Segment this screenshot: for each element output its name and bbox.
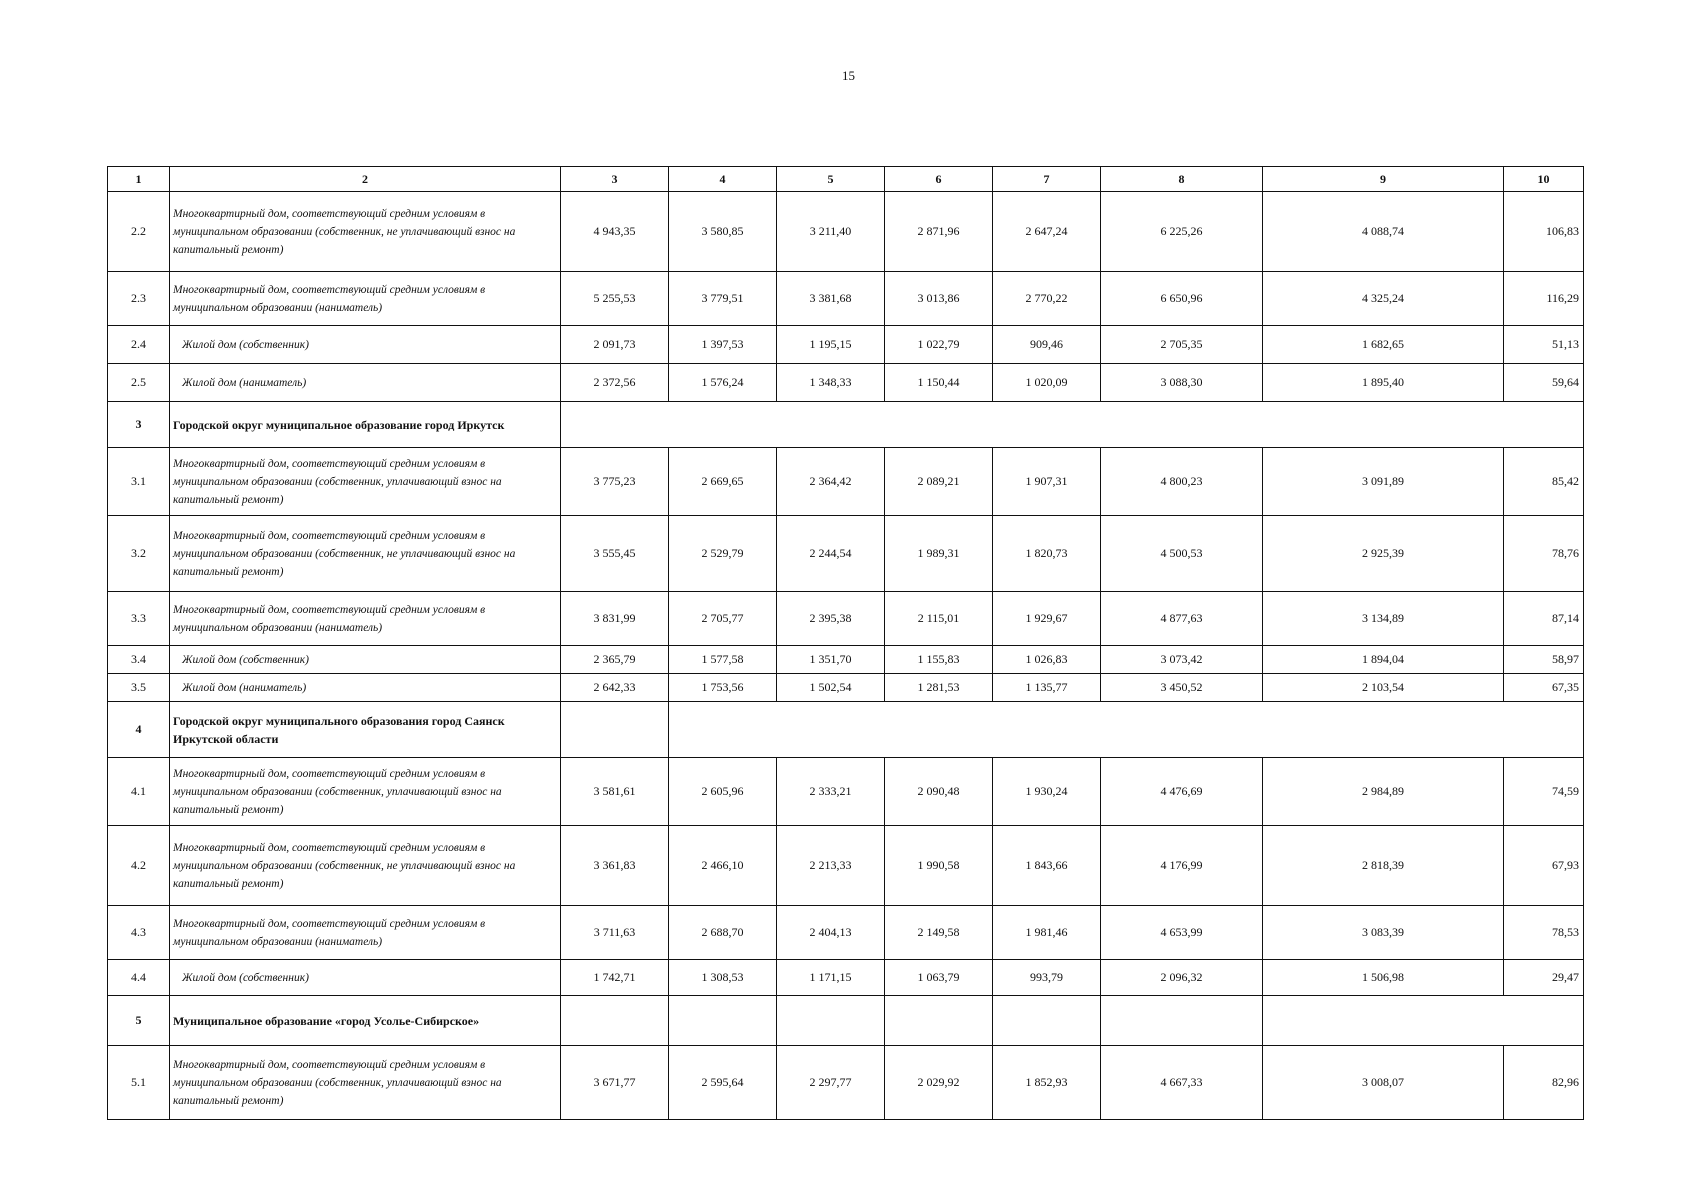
value-cell: 1 852,93 [993, 1046, 1101, 1120]
value-cell: 3 073,42 [1101, 646, 1263, 674]
housing-type-name: Жилой дом (наниматель) [170, 674, 561, 702]
row-number: 2.3 [108, 272, 170, 326]
section-row [108, 402, 1584, 448]
value-cell: 1 281,53 [885, 674, 993, 702]
row-number: 3.4 [108, 646, 170, 674]
value-cell: 993,79 [993, 960, 1101, 996]
section-number: 3 [108, 402, 170, 448]
value-cell: 2 244,54 [777, 516, 885, 592]
empty-cell [669, 702, 1584, 758]
value-cell: 2 091,73 [561, 326, 669, 364]
housing-type-name: Многоквартирный дом, соответствующий средним условиям в муниципальном образовании (собственник, не уплачивающий взнос на капитальный ремонт) [170, 192, 561, 272]
column-header: 9 [1263, 167, 1504, 192]
row-number: 3.5 [108, 674, 170, 702]
value-cell: 3 711,63 [561, 906, 669, 960]
value-cell: 4 667,33 [1101, 1046, 1263, 1120]
tariff-table-wrapper [107, 166, 1583, 1120]
value-cell: 1 981,46 [993, 906, 1101, 960]
value-cell: 1 576,24 [669, 364, 777, 402]
row-number: 3.3 [108, 592, 170, 646]
value-cell: 2 642,33 [561, 674, 669, 702]
column-header: 5 [777, 167, 885, 192]
value-cell: 1 155,83 [885, 646, 993, 674]
value-cell: 1 577,58 [669, 646, 777, 674]
value-cell: 4 500,53 [1101, 516, 1263, 592]
value-cell: 1 895,40 [1263, 364, 1504, 402]
value-cell: 1 348,33 [777, 364, 885, 402]
column-header: 3 [561, 167, 669, 192]
value-cell: 2 669,65 [669, 448, 777, 516]
row-number: 4.4 [108, 960, 170, 996]
value-cell: 1 026,83 [993, 646, 1101, 674]
value-cell: 4 088,74 [1263, 192, 1504, 272]
row-number: 5.1 [108, 1046, 170, 1120]
value-cell: 78,53 [1504, 906, 1584, 960]
value-cell: 1 020,09 [993, 364, 1101, 402]
table-row [108, 646, 1584, 674]
value-cell: 1 929,67 [993, 592, 1101, 646]
value-cell: 4 943,35 [561, 192, 669, 272]
value-cell: 2 705,77 [669, 592, 777, 646]
value-cell: 106,83 [1504, 192, 1584, 272]
value-cell: 3 134,89 [1263, 592, 1504, 646]
housing-type-name: Жилой дом (наниматель) [170, 364, 561, 402]
value-cell: 3 581,61 [561, 758, 669, 826]
value-cell: 3 008,07 [1263, 1046, 1504, 1120]
row-number: 2.5 [108, 364, 170, 402]
value-cell: 4 176,99 [1101, 826, 1263, 906]
value-cell: 3 381,68 [777, 272, 885, 326]
value-cell: 1 506,98 [1263, 960, 1504, 996]
table-row [108, 592, 1584, 646]
empty-cell [561, 402, 1584, 448]
empty-cell [885, 996, 993, 1046]
value-cell: 67,35 [1504, 674, 1584, 702]
table-row [108, 826, 1584, 906]
column-header: 6 [885, 167, 993, 192]
table-row [108, 906, 1584, 960]
value-cell: 1 682,65 [1263, 326, 1504, 364]
housing-type-name: Многоквартирный дом, соответствующий средним условиям в муниципальном образовании (собственник, не уплачивающий взнос на капитальный ремонт) [170, 826, 561, 906]
housing-type-name: Многоквартирный дом, соответствующий средним условиям в муниципальном образовании (наниматель) [170, 906, 561, 960]
value-cell: 2 404,13 [777, 906, 885, 960]
value-cell: 2 089,21 [885, 448, 993, 516]
section-title: Муниципальное образование «город Усолье-Сибирское» [170, 996, 561, 1046]
value-cell: 4 653,99 [1101, 906, 1263, 960]
value-cell: 2 365,79 [561, 646, 669, 674]
empty-cell [561, 702, 669, 758]
value-cell: 3 555,45 [561, 516, 669, 592]
housing-type-name: Многоквартирный дом, соответствующий средним условиям в муниципальном образовании (собственник, уплачивающий взнос на капитальный ремонт) [170, 758, 561, 826]
value-cell: 2 372,56 [561, 364, 669, 402]
value-cell: 1 742,71 [561, 960, 669, 996]
value-cell: 3 083,39 [1263, 906, 1504, 960]
table-row [108, 364, 1584, 402]
value-cell: 82,96 [1504, 1046, 1584, 1120]
value-cell: 29,47 [1504, 960, 1584, 996]
table-row [108, 1046, 1584, 1120]
empty-cell [777, 996, 885, 1046]
header-row [108, 167, 1584, 192]
column-header: 8 [1101, 167, 1263, 192]
value-cell: 2 096,32 [1101, 960, 1263, 996]
table-row [108, 960, 1584, 996]
column-header: 10 [1504, 167, 1584, 192]
value-cell: 1 820,73 [993, 516, 1101, 592]
section-row [108, 996, 1584, 1046]
value-cell: 2 818,39 [1263, 826, 1504, 906]
value-cell: 2 529,79 [669, 516, 777, 592]
table-row [108, 516, 1584, 592]
value-cell: 3 779,51 [669, 272, 777, 326]
value-cell: 1 150,44 [885, 364, 993, 402]
value-cell: 1 930,24 [993, 758, 1101, 826]
value-cell: 67,93 [1504, 826, 1584, 906]
row-number: 3.1 [108, 448, 170, 516]
value-cell: 2 647,24 [993, 192, 1101, 272]
value-cell: 2 090,48 [885, 758, 993, 826]
tariff-table [107, 166, 1584, 1120]
row-number: 4.2 [108, 826, 170, 906]
value-cell: 2 029,92 [885, 1046, 993, 1120]
housing-type-name: Жилой дом (собственник) [170, 960, 561, 996]
value-cell: 2 595,64 [669, 1046, 777, 1120]
value-cell: 3 013,86 [885, 272, 993, 326]
value-cell: 116,29 [1504, 272, 1584, 326]
section-title: Городской округ муниципальное образование город Иркутск [170, 402, 561, 448]
value-cell: 1 894,04 [1263, 646, 1504, 674]
value-cell: 3 831,99 [561, 592, 669, 646]
table-row [108, 448, 1584, 516]
value-cell: 59,64 [1504, 364, 1584, 402]
row-number: 2.2 [108, 192, 170, 272]
housing-type-name: Жилой дом (собственник) [170, 326, 561, 364]
section-number: 4 [108, 702, 170, 758]
value-cell: 74,59 [1504, 758, 1584, 826]
row-number: 4.1 [108, 758, 170, 826]
value-cell: 2 605,96 [669, 758, 777, 826]
value-cell: 4 877,63 [1101, 592, 1263, 646]
value-cell: 78,76 [1504, 516, 1584, 592]
column-header: 4 [669, 167, 777, 192]
value-cell: 3 671,77 [561, 1046, 669, 1120]
empty-cell [1101, 996, 1263, 1046]
table-row [108, 272, 1584, 326]
page-number: 15 [842, 68, 855, 83]
value-cell: 3 091,89 [1263, 448, 1504, 516]
value-cell: 1 308,53 [669, 960, 777, 996]
value-cell: 51,13 [1504, 326, 1584, 364]
housing-type-name: Многоквартирный дом, соответствующий средним условиям в муниципальном образовании (наниматель) [170, 272, 561, 326]
empty-cell [993, 996, 1101, 1046]
value-cell: 1 135,77 [993, 674, 1101, 702]
value-cell: 2 364,42 [777, 448, 885, 516]
value-cell: 1 502,54 [777, 674, 885, 702]
section-row [108, 702, 1584, 758]
value-cell: 1 063,79 [885, 960, 993, 996]
value-cell: 1 989,31 [885, 516, 993, 592]
value-cell: 1 195,15 [777, 326, 885, 364]
value-cell: 5 255,53 [561, 272, 669, 326]
empty-cell [669, 996, 777, 1046]
value-cell: 3 088,30 [1101, 364, 1263, 402]
value-cell: 3 450,52 [1101, 674, 1263, 702]
section-number: 5 [108, 996, 170, 1046]
value-cell: 6 650,96 [1101, 272, 1263, 326]
value-cell: 2 395,38 [777, 592, 885, 646]
row-number: 2.4 [108, 326, 170, 364]
value-cell: 2 115,01 [885, 592, 993, 646]
value-cell: 909,46 [993, 326, 1101, 364]
table-row [108, 674, 1584, 702]
column-header: 7 [993, 167, 1101, 192]
housing-type-name: Жилой дом (собственник) [170, 646, 561, 674]
row-number: 3.2 [108, 516, 170, 592]
value-cell: 2 871,96 [885, 192, 993, 272]
column-header: 2 [170, 167, 561, 192]
value-cell: 1 171,15 [777, 960, 885, 996]
value-cell: 3 211,40 [777, 192, 885, 272]
value-cell: 4 800,23 [1101, 448, 1263, 516]
value-cell: 6 225,26 [1101, 192, 1263, 272]
value-cell: 85,42 [1504, 448, 1584, 516]
housing-type-name: Многоквартирный дом, соответствующий средним условиям в муниципальном образовании (наниматель) [170, 592, 561, 646]
value-cell: 87,14 [1504, 592, 1584, 646]
table-row [108, 758, 1584, 826]
value-cell: 1 907,31 [993, 448, 1101, 516]
value-cell: 2 770,22 [993, 272, 1101, 326]
value-cell: 3 361,83 [561, 826, 669, 906]
value-cell: 3 775,23 [561, 448, 669, 516]
value-cell: 2 466,10 [669, 826, 777, 906]
value-cell: 2 333,21 [777, 758, 885, 826]
value-cell: 2 705,35 [1101, 326, 1263, 364]
housing-type-name: Многоквартирный дом, соответствующий средним условиям в муниципальном образовании (собственник, не уплачивающий взнос на капитальный ремонт) [170, 516, 561, 592]
column-header: 1 [108, 167, 170, 192]
value-cell: 4 476,69 [1101, 758, 1263, 826]
value-cell: 2 213,33 [777, 826, 885, 906]
value-cell: 2 925,39 [1263, 516, 1504, 592]
section-title: Городской округ муниципального образования город Саянск Иркутской области [170, 702, 561, 758]
value-cell: 3 580,85 [669, 192, 777, 272]
value-cell: 2 688,70 [669, 906, 777, 960]
empty-cell [561, 996, 669, 1046]
value-cell: 1 022,79 [885, 326, 993, 364]
table-body [108, 192, 1584, 1120]
value-cell: 2 984,89 [1263, 758, 1504, 826]
value-cell: 4 325,24 [1263, 272, 1504, 326]
row-number: 4.3 [108, 906, 170, 960]
value-cell: 1 351,70 [777, 646, 885, 674]
value-cell: 58,97 [1504, 646, 1584, 674]
empty-cell [1263, 996, 1584, 1046]
value-cell: 1 843,66 [993, 826, 1101, 906]
value-cell: 1 397,53 [669, 326, 777, 364]
value-cell: 1 990,58 [885, 826, 993, 906]
value-cell: 2 297,77 [777, 1046, 885, 1120]
table-row [108, 326, 1584, 364]
housing-type-name: Многоквартирный дом, соответствующий средним условиям в муниципальном образовании (собственник, уплачивающий взнос на капитальный ремонт) [170, 1046, 561, 1120]
housing-type-name: Многоквартирный дом, соответствующий средним условиям в муниципальном образовании (собственник, уплачивающий взнос на капитальный ремонт) [170, 448, 561, 516]
value-cell: 2 103,54 [1263, 674, 1504, 702]
value-cell: 2 149,58 [885, 906, 993, 960]
value-cell: 1 753,56 [669, 674, 777, 702]
table-row [108, 192, 1584, 272]
